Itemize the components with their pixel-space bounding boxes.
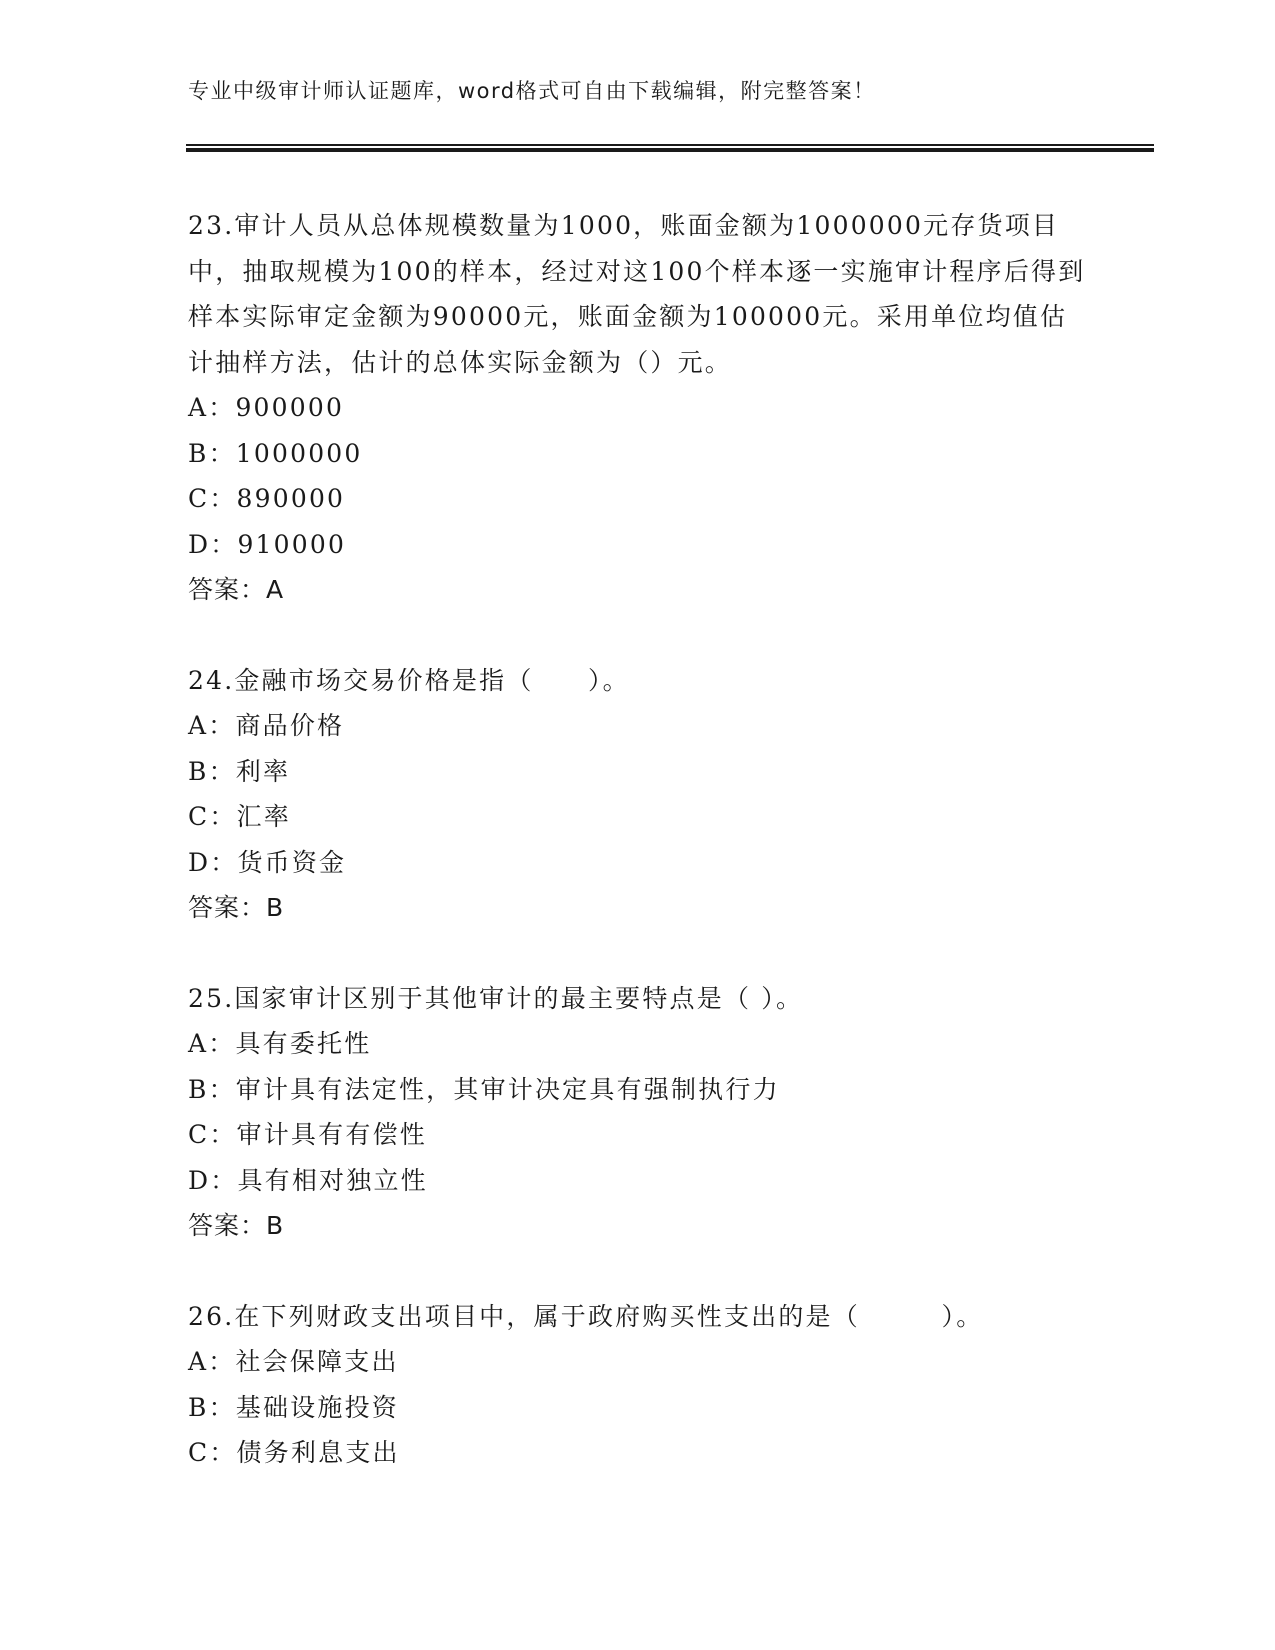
question-stem: 23.审计人员从总体规模数量为1000，账面金额为1000000元存货项目中，抽取规模为100的样本，经过对这100个样本逐一实施审计程序后得到样本实际审定金额为90000元，账面金额为100000元。采用单位均值估计抽样方法，估计的总体实际金额为（）元。 (188, 211, 1086, 377)
option-a: A：社会保障支出 (188, 1347, 399, 1376)
answer-line: 答案：A (188, 575, 285, 604)
question-stem: 25.国家审计区别于其他审计的最主要特点是（ ）。 (188, 983, 804, 1013)
question-stem: 24.金融市场交易价格是指（ ）。 (188, 665, 630, 695)
question-list (188, 203, 1088, 1521)
question-25 (188, 976, 1088, 1249)
option-a: A：900000 (188, 393, 345, 422)
header-rule-thick (186, 148, 1154, 152)
option-d: D：货币资金 (188, 847, 347, 877)
option-d: D：910000 (188, 529, 347, 559)
header-rule-thin (186, 144, 1154, 146)
question-23 (188, 203, 1088, 613)
option-c: C：890000 (188, 484, 346, 513)
question-26 (188, 1294, 1088, 1476)
question-stem: 26.在下列财政支出项目中，属于政府购买性支出的是（ ）。 (188, 1301, 984, 1331)
answer-line: 答案：B (188, 1211, 285, 1240)
option-d: D：具有相对独立性 (188, 1165, 428, 1195)
option-b: B：1000000 (188, 438, 363, 468)
option-c: C：汇率 (188, 802, 291, 831)
option-b: B：审计具有法定性，其审计决定具有强制执行力 (188, 1074, 780, 1104)
answer-line: 答案：B (188, 893, 285, 922)
document-header: 专业中级审计师认证题库，word格式可自由下载编辑，附完整答案！ (188, 79, 876, 103)
option-a: A：具有委托性 (188, 1029, 372, 1058)
option-c: C：债务利息支出 (188, 1438, 400, 1467)
question-24 (188, 658, 1088, 931)
option-b: B：利率 (188, 756, 291, 786)
option-c: C：审计具有有偿性 (188, 1120, 427, 1149)
option-a: A：商品价格 (188, 711, 345, 740)
option-b: B：基础设施投资 (188, 1392, 399, 1422)
